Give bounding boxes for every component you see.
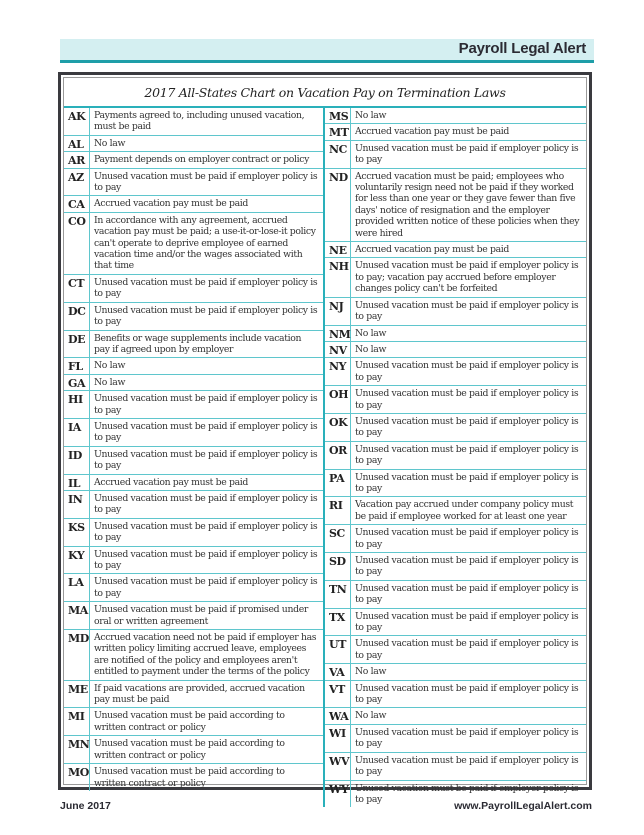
law-description: Unused vacation must be paid according to written contract or policy	[94, 710, 285, 733]
state-code: SD	[325, 553, 351, 580]
state-code: VA	[325, 664, 351, 679]
law-description: Accrued vacation pay must be paid	[355, 126, 510, 138]
table-row	[64, 547, 323, 575]
law-description: Unused vacation must be paid if employer policy is to pay	[94, 492, 318, 516]
table-row	[325, 708, 586, 724]
law-description: Unused vacation must be paid if employer policy is to pay	[355, 443, 579, 467]
state-code: MD	[64, 630, 90, 680]
law-description: Unused vacation must be paid if employer policy is to pay	[94, 393, 318, 416]
table-row	[325, 553, 586, 581]
state-code: FL	[64, 358, 90, 373]
law-description: Unused vacation must be paid if employer policy is to pay	[355, 555, 579, 578]
law-description: Unused vacation must be paid if employer policy is to pay	[94, 548, 318, 571]
table-row	[64, 630, 323, 681]
state-code: KS	[64, 519, 90, 546]
law-description: Unused vacation must be paid if employer policy is to pay	[355, 782, 579, 805]
state-code: WY	[325, 781, 351, 808]
law-description: Unused vacation must be paid if employer policy is to pay	[355, 142, 579, 166]
table-row	[325, 664, 586, 680]
table-row	[64, 475, 323, 491]
law-description: Accrued vacation must be paid; employees who voluntarily resign need not be paid if they worked for less than one year or they gave fewer than five days' notice of resignation and the employer provided written notice of these policies when they were hired	[355, 170, 580, 239]
right-column	[325, 108, 586, 807]
law-description: Unused vacation must be paid if employer policy is to pay	[355, 610, 579, 634]
state-code: PA	[325, 470, 351, 497]
table-row	[325, 725, 586, 753]
law-description: Unused vacation must be paid if employer policy is to pay	[94, 276, 318, 300]
state-code: AZ	[64, 169, 90, 196]
table-row	[325, 358, 586, 386]
state-code: DE	[64, 331, 90, 358]
state-code: ID	[64, 447, 90, 474]
chart-frame	[58, 72, 592, 805]
state-code: OK	[325, 414, 351, 441]
state-code: NJ	[325, 298, 351, 325]
law-description: No law	[94, 360, 126, 372]
law-description: No law	[355, 710, 387, 722]
law-description: Unused vacation must be paid if employer policy is to pay	[355, 415, 579, 439]
state-code: DC	[64, 303, 90, 330]
table-row	[325, 470, 586, 498]
law-description: Vacation pay accrued under company policy must be paid if employee worked for at least one year	[355, 499, 574, 522]
table-row	[325, 581, 586, 609]
law-description: Payments agreed to, including unused vacation, must be paid	[94, 110, 305, 133]
state-code: LA	[64, 574, 90, 601]
state-code: WA	[325, 708, 351, 723]
state-code: TX	[325, 609, 351, 636]
table-row	[325, 386, 586, 414]
table-row	[325, 497, 586, 525]
table-row	[64, 519, 323, 547]
state-code: CA	[64, 196, 90, 211]
state-code: VT	[325, 681, 351, 708]
table-row	[64, 136, 323, 152]
law-description: No law	[355, 110, 387, 121]
state-code: AL	[64, 136, 90, 151]
law-description: Accrued vacation need not be paid if employer has written policy limiting accrued leave, employees are notified of the policy and employees aren't entitled to payment under the terms of the policy	[94, 632, 317, 678]
table-row	[325, 108, 586, 124]
table-row	[64, 152, 323, 168]
state-code: GA	[64, 375, 90, 390]
table-row	[325, 753, 586, 781]
state-code: IL	[64, 475, 90, 490]
law-description: Unused vacation must be paid if employer policy is to pay; vacation pay accrued before employer changes policy can't be forfeited	[355, 260, 579, 295]
state-code: MI	[64, 708, 90, 735]
table-row	[64, 375, 323, 391]
chart-columns	[64, 108, 586, 807]
state-code: IA	[64, 419, 90, 446]
law-description: In accordance with any agreement, accrued vacation pay must be paid; a use-it-or-lose-it policy can't operate to deprive employee of earned vacation time and/or the wages associated with that time	[94, 214, 316, 272]
state-code: IN	[64, 491, 90, 518]
table-row	[325, 242, 586, 258]
state-code: AR	[64, 152, 90, 167]
state-code: AK	[64, 108, 90, 135]
state-code: NC	[325, 141, 351, 168]
law-description: Accrued vacation pay must be paid	[355, 244, 510, 256]
table-row	[64, 275, 323, 303]
table-row	[64, 736, 323, 764]
table-row	[64, 491, 323, 519]
table-row	[64, 764, 323, 791]
state-code: WV	[325, 753, 351, 780]
law-description: Unused vacation must be paid if employer policy is to pay	[355, 682, 579, 706]
state-code: NM	[325, 326, 351, 341]
state-code: RI	[325, 497, 351, 524]
law-description: Unused vacation must be paid if employer policy is to pay	[355, 388, 579, 411]
table-row	[64, 391, 323, 419]
table-row	[325, 141, 586, 169]
law-description: Unused vacation must be paid if promised under oral or written agreement	[94, 604, 308, 627]
law-description: Unused vacation must be paid if employer policy is to pay	[94, 170, 318, 194]
law-description: Unused vacation must be paid if employer policy is to pay	[355, 471, 579, 494]
law-description: Unused vacation must be paid if employer policy is to pay	[94, 420, 318, 444]
law-description: No law	[94, 137, 126, 149]
table-row	[325, 342, 586, 358]
table-row	[64, 196, 323, 212]
table-row	[64, 447, 323, 475]
state-code: UT	[325, 636, 351, 663]
table-row	[325, 525, 586, 553]
state-code: HI	[64, 391, 90, 418]
table-row	[325, 124, 586, 140]
state-code: ND	[325, 169, 351, 241]
table-row	[325, 609, 586, 637]
state-code: CT	[64, 275, 90, 302]
law-description: Unused vacation must be paid according to written contract or policy	[94, 766, 285, 789]
table-row	[325, 298, 586, 326]
law-description: No law	[355, 666, 387, 678]
state-code: NV	[325, 342, 351, 357]
state-code: MN	[64, 736, 90, 763]
table-row	[325, 636, 586, 664]
law-description: Unused vacation must be paid if employer policy is to pay	[355, 527, 579, 550]
law-description: Unused vacation must be paid if employer policy is to pay	[355, 582, 579, 606]
state-code: MS	[325, 108, 351, 123]
left-column	[64, 108, 325, 807]
table-row	[64, 708, 323, 736]
law-description: Unused vacation must be paid if employer policy is to pay	[355, 360, 579, 383]
chart-title-row	[64, 78, 586, 108]
law-description: Benefits or wage supplements include vacation pay if agreed upon by employer	[94, 332, 302, 355]
publication-header	[60, 39, 594, 63]
table-row	[325, 326, 586, 342]
table-row	[64, 602, 323, 630]
table-row	[64, 169, 323, 197]
table-row	[325, 681, 586, 709]
state-code: MA	[64, 602, 90, 629]
table-row	[64, 681, 323, 709]
table-row	[64, 419, 323, 447]
table-row	[64, 108, 323, 136]
law-description: Accrued vacation pay must be paid	[94, 476, 249, 488]
table-row	[325, 169, 586, 242]
state-code: NH	[325, 258, 351, 296]
table-row	[64, 303, 323, 331]
publication-title: Payroll Legal Alert	[458, 40, 586, 57]
law-description: No law	[94, 376, 126, 388]
table-row	[325, 258, 586, 297]
law-description: Unused vacation must be paid if employer policy is to pay	[94, 304, 318, 328]
law-description: Unused vacation must be paid if employer policy is to pay	[355, 299, 579, 323]
state-code: NE	[325, 242, 351, 257]
law-description: If paid vacations are provided, accrued vacation pay must be paid	[94, 682, 305, 706]
law-description: No law	[355, 327, 387, 339]
table-row	[325, 442, 586, 470]
state-code: NY	[325, 358, 351, 385]
state-code: MO	[64, 764, 90, 791]
law-description: Accrued vacation pay must be paid	[94, 198, 249, 210]
table-row	[64, 574, 323, 602]
state-code: ME	[64, 681, 90, 708]
chart-table	[63, 77, 587, 805]
state-code: KY	[64, 547, 90, 574]
table-row	[325, 414, 586, 442]
law-description: No law	[355, 343, 387, 355]
state-code: MT	[325, 124, 351, 139]
law-description: Payment depends on employer contract or policy	[94, 154, 309, 166]
state-code: OH	[325, 386, 351, 413]
state-code: CO	[64, 213, 90, 274]
footer-date: June 2017	[60, 800, 111, 812]
state-code: WI	[325, 725, 351, 752]
law-description: Unused vacation must be paid according to written contract or policy	[94, 738, 285, 761]
law-description: Unused vacation must be paid if employer policy is to pay	[94, 576, 318, 599]
chart-title: 2017 All-States Chart on Vacation Pay on Termination Laws	[144, 84, 506, 100]
state-code: SC	[325, 525, 351, 552]
table-row	[64, 213, 323, 275]
law-description: Unused vacation must be paid if employer policy is to pay	[94, 448, 318, 472]
table-row	[64, 358, 323, 374]
state-code: OR	[325, 442, 351, 469]
law-description: Unused vacation must be paid if employer policy is to pay	[355, 638, 579, 661]
state-code: TN	[325, 581, 351, 608]
law-description: Unused vacation must be paid if employer policy is to pay	[94, 520, 318, 544]
law-description: Unused vacation must be paid if employer policy is to pay	[355, 726, 579, 750]
law-description: Unused vacation must be paid if employer policy is to pay	[355, 754, 579, 778]
table-row	[64, 331, 323, 359]
footer-website-link[interactable]: www.PayrollLegalAlert.com	[454, 800, 592, 812]
